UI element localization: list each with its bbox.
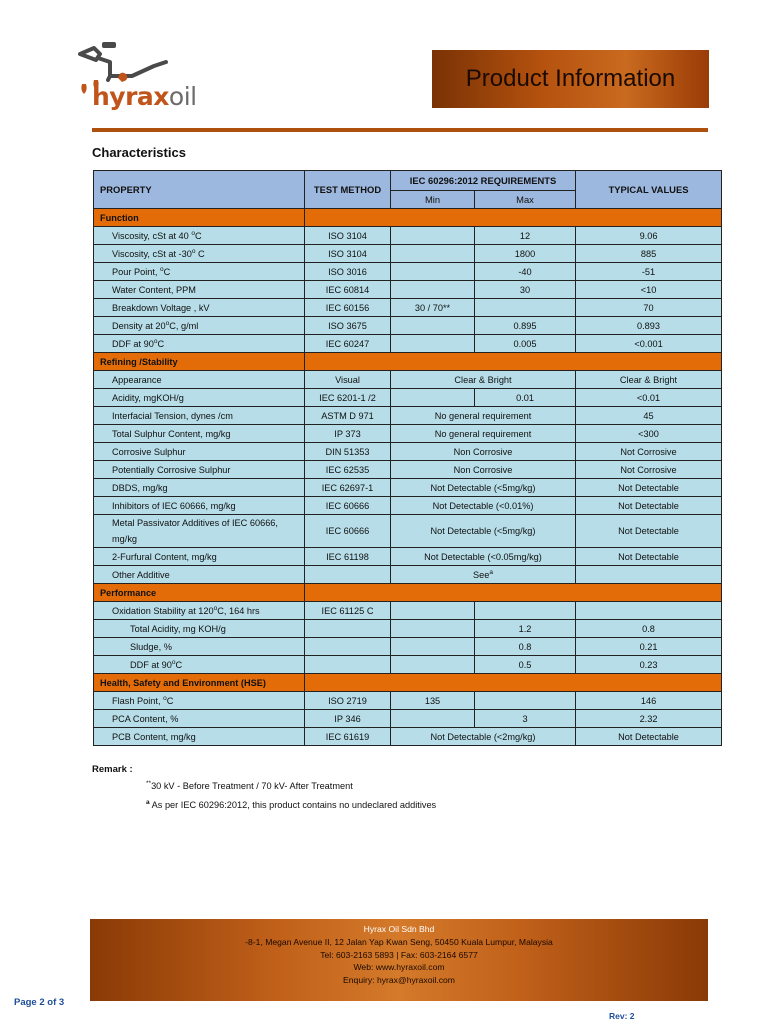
footer-web-link[interactable]: www.hyraxoil.com: [375, 962, 445, 973]
table-row: Breakdown Voltage , kV IEC 60156 30 / 70** 70: [94, 299, 722, 317]
remark-note-1: **30 kV - Before Treatment / 70 kV- After Treatment: [146, 780, 353, 792]
product-information-banner: [432, 50, 709, 108]
header-property: PROPERTY: [94, 171, 305, 209]
table-row: DDF at 90$^o$C 0.5 0.23: [94, 656, 722, 674]
table-row: Pour Point, $^o$C ISO 3016 -40 -51: [94, 263, 722, 281]
table-row: Appearance Visual Clear & Bright Clear & Bright: [94, 371, 722, 389]
characteristics-heading: Characteristics: [92, 145, 186, 160]
table-row: Metal Passivator Additives of IEC 60666, mg/kg IEC 60666 Not Detectable (<5mg/kg) Not Detectable: [94, 515, 722, 548]
table-row: Corrosive Sulphur DIN 51353 Non Corrosive Not Corrosive: [94, 443, 722, 461]
table-row: Other Additive See$^a$: [94, 566, 722, 584]
section-row-performance: Performance: [94, 584, 722, 602]
table-row: Total Sulphur Content, mg/kg IP 373 No general requirement <300: [94, 425, 722, 443]
table-row: Sludge, % 0.8 0.21: [94, 638, 722, 656]
section-row-refining: Refining /Stability: [94, 353, 722, 371]
table-row: Total Acidity, mg KOH/g 1.2 0.8: [94, 620, 722, 638]
remark-label: Remark :: [92, 764, 133, 775]
table-row: Viscosity, cSt at -30$^o$ C ISO 3104 1800 885: [94, 245, 722, 263]
header-min: Min: [391, 190, 475, 209]
table-row: Interfacial Tension, dynes /cm ASTM D 971 No general requirement 45: [94, 407, 722, 425]
table-row: DBDS, mg/kg IEC 62697-1 Not Detectable (<5mg/kg) Not Detectable: [94, 479, 722, 497]
characteristics-table: [93, 170, 722, 746]
footer-address: -8-1, Megan Avenue II, 12 Jalan Yap Kwan Seng, 50450 Kuala Lumpur, Malaysia: [245, 936, 553, 947]
section-row-function: Function: [94, 209, 722, 227]
table-row: Water Content, PPM IEC 60814 30 <10: [94, 281, 722, 299]
table-row: 2-Furfural Content, mg/kg IEC 61198 Not Detectable (<0.05mg/kg) Not Detectable: [94, 548, 722, 566]
table-row: PCA Content, % IP 346 3 2.32: [94, 710, 722, 728]
remark-note-2: $^a$ As per IEC 60296:2012, this product contains no undeclared additives: [146, 799, 437, 811]
table-row: Potentially Corrosive Sulphur IEC 62535 Non Corrosive Not Corrosive: [94, 461, 722, 479]
header-divider: [92, 128, 708, 132]
table-row: DDF at 90$^o$C IEC 60247 0.005 <0.001: [94, 335, 722, 353]
table-row: Acidity, mgKOH/g IEC 6201-1 /2 0.01 <0.01: [94, 389, 722, 407]
table-row: PCB Content, mg/kg IEC 61619 Not Detectable (<2mg/kg) Not Detectable: [94, 728, 722, 746]
revision-label: Rev: 2: [609, 1011, 635, 1021]
table-row: Viscosity, cSt at 40 $^o$C ISO 3104 12 9.06: [94, 227, 722, 245]
page-number: Page 2 of 3: [14, 997, 65, 1008]
page-title: Product Information: [465, 65, 676, 92]
footer-enquiry: Enquiry: hyrax@hyraxoil.com: [343, 975, 455, 986]
table-row: Inhibitors of IEC 60666, mg/kg IEC 60666 Not Detectable (<0.01%) Not Detectable: [94, 497, 722, 515]
table-row: Density at 20$^o$C, g/ml ISO 3675 0.895 0.893: [94, 317, 722, 335]
company-footer: [90, 919, 708, 1001]
table-row: Flash Point, $^o$C ISO 2719 135 146: [94, 692, 722, 710]
footer-tel-fax: Tel: 603-2163 5893 | Fax: 603-2164 6577: [320, 949, 478, 960]
header-max: Max: [475, 190, 576, 209]
table-row: Oxidation Stability at 120$^o$C, 164 hrs IEC 61125 C: [94, 602, 722, 620]
header-requirements: IEC 60296:2012 REQUIREMENTS: [391, 171, 576, 191]
section-row-hse: Health, Safety and Environment (HSE): [94, 674, 722, 692]
footer-web: Web: www.hyraxoil.com: [353, 962, 445, 973]
brand-wordmark: hyraxoil: [92, 82, 197, 111]
footer-company-name: Hyrax Oil Sdn Bhd: [363, 924, 435, 934]
header-typical-values: TYPICAL VALUES: [576, 171, 722, 209]
header-test-method: TEST METHOD: [305, 171, 391, 209]
